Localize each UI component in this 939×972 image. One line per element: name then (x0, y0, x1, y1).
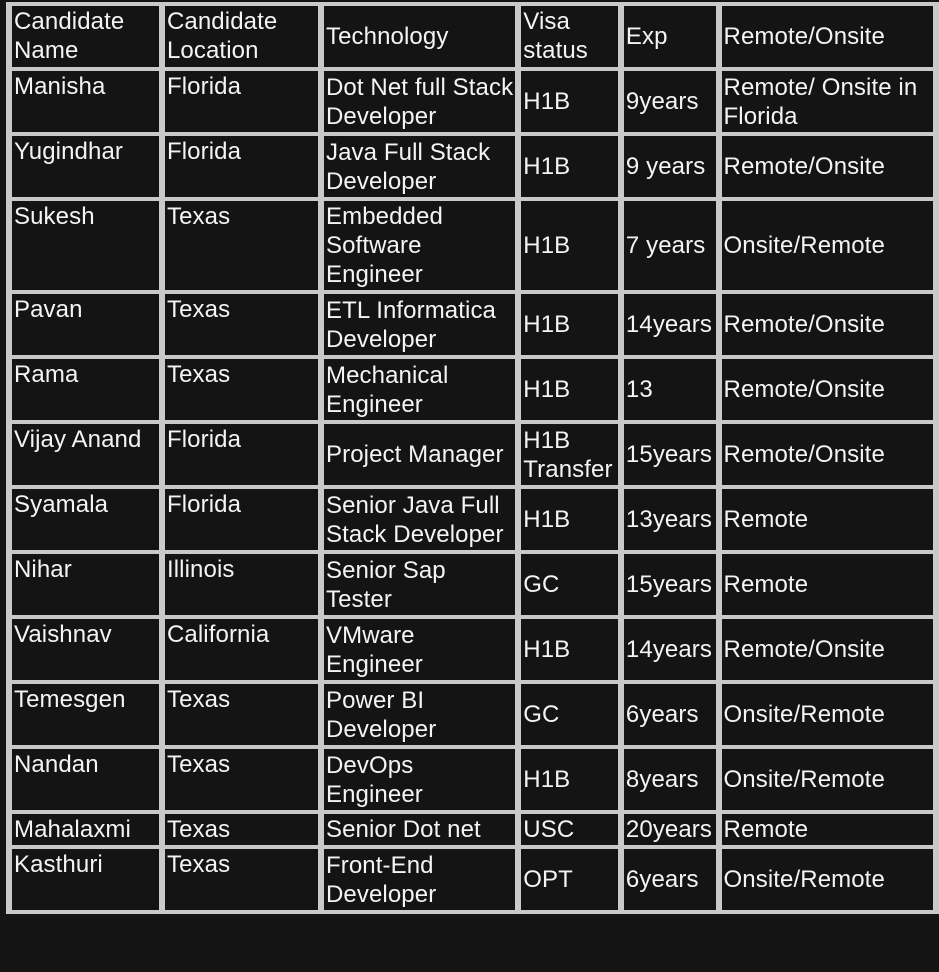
cell-name: Syamala (12, 489, 159, 550)
cell-name: Temesgen (12, 684, 159, 745)
cell-mode: Remote/Onsite (722, 424, 933, 485)
header-exp: Exp (624, 6, 716, 67)
cell-mode: Onsite/Remote (722, 849, 933, 910)
cell-technology: Mechanical Engineer (324, 359, 515, 420)
header-candidate-name: Candidate Name (12, 6, 159, 67)
cell-location: Florida (165, 424, 318, 485)
cell-location: Texas (165, 814, 318, 845)
cell-mode: Remote (722, 814, 933, 845)
table-row (12, 684, 933, 745)
cell-visa: H1B (521, 359, 618, 420)
table-row (12, 619, 933, 680)
cell-technology: Senior Sap Tester (324, 554, 515, 615)
cell-technology: Java Full Stack Developer (324, 136, 515, 197)
cell-visa: H1B (521, 619, 618, 680)
cell-name: Vijay Anand (12, 424, 159, 485)
cell-mode: Remote/Onsite (722, 136, 933, 197)
cell-technology: ETL Informatica Developer (324, 294, 515, 355)
cell-technology: Embedded Software Engineer (324, 201, 515, 290)
cell-exp: 8years (624, 749, 716, 810)
cell-visa: USC (521, 814, 618, 845)
cell-exp: 15years (624, 424, 716, 485)
cell-mode: Remote (722, 489, 933, 550)
cell-exp: 9 years (624, 136, 716, 197)
cell-technology: Front-End Developer (324, 849, 515, 910)
cell-mode: Remote/Onsite (722, 359, 933, 420)
table-row (12, 294, 933, 355)
header-candidate-location: Candidate Location (165, 6, 318, 67)
cell-technology: VMware Engineer (324, 619, 515, 680)
cell-location: Florida (165, 489, 318, 550)
cell-visa: OPT (521, 849, 618, 910)
cell-technology: DevOps Engineer (324, 749, 515, 810)
cell-visa: GC (521, 554, 618, 615)
cell-visa: H1B (521, 489, 618, 550)
cell-visa: H1B (521, 201, 618, 290)
table-row (12, 359, 933, 420)
cell-location: Texas (165, 849, 318, 910)
table-row (12, 814, 933, 845)
cell-location: Florida (165, 136, 318, 197)
cell-visa: GC (521, 684, 618, 745)
table-row (12, 749, 933, 810)
cell-name: Sukesh (12, 201, 159, 290)
cell-location: Texas (165, 749, 318, 810)
cell-mode: Remote/Onsite (722, 294, 933, 355)
cell-mode: Onsite/Remote (722, 684, 933, 745)
cell-location: Illinois (165, 554, 318, 615)
table-row (12, 489, 933, 550)
cell-mode: Onsite/Remote (722, 749, 933, 810)
cell-location: Texas (165, 294, 318, 355)
cell-exp: 20years (624, 814, 716, 845)
cell-visa: H1B (521, 136, 618, 197)
table-row (12, 554, 933, 615)
table-row (12, 71, 933, 132)
cell-mode: Remote/Onsite (722, 619, 933, 680)
cell-visa: H1B (521, 71, 618, 132)
cell-location: Florida (165, 71, 318, 132)
header-row (12, 6, 933, 67)
cell-mode: Remote/ Onsite in Florida (722, 71, 933, 132)
cell-exp: 9years (624, 71, 716, 132)
cell-exp: 6years (624, 684, 716, 745)
cell-name: Manisha (12, 71, 159, 132)
cell-location: Texas (165, 684, 318, 745)
header-remote-onsite: Remote/Onsite (722, 6, 933, 67)
cell-technology: Project Manager (324, 424, 515, 485)
cell-name: Yugindhar (12, 136, 159, 197)
cell-exp: 13 (624, 359, 716, 420)
cell-name: Nihar (12, 554, 159, 615)
cell-name: Kasthuri (12, 849, 159, 910)
cell-name: Rama (12, 359, 159, 420)
cell-visa: H1B (521, 294, 618, 355)
cell-technology: Senior Dot net (324, 814, 515, 845)
candidate-table (6, 2, 939, 914)
cell-name: Mahalaxmi (12, 814, 159, 845)
cell-exp: 7 years (624, 201, 716, 290)
cell-exp: 6years (624, 849, 716, 910)
cell-mode: Onsite/Remote (722, 201, 933, 290)
cell-name: Pavan (12, 294, 159, 355)
header-visa-status: Visa status (521, 6, 618, 67)
cell-visa: H1B Transfer (521, 424, 618, 485)
cell-name: Nandan (12, 749, 159, 810)
table-row (12, 136, 933, 197)
cell-location: Texas (165, 201, 318, 290)
cell-technology: Dot Net full Stack Developer (324, 71, 515, 132)
cell-exp: 15years (624, 554, 716, 615)
cell-location: California (165, 619, 318, 680)
cell-location: Texas (165, 359, 318, 420)
cell-visa: H1B (521, 749, 618, 810)
header-technology: Technology (324, 6, 515, 67)
cell-mode: Remote (722, 554, 933, 615)
cell-exp: 13years (624, 489, 716, 550)
cell-exp: 14years (624, 619, 716, 680)
table-row (12, 201, 933, 290)
cell-name: Vaishnav (12, 619, 159, 680)
table-row (12, 849, 933, 910)
cell-technology: Power BI Developer (324, 684, 515, 745)
table-row (12, 424, 933, 485)
cell-exp: 14years (624, 294, 716, 355)
cell-technology: Senior Java Full Stack Developer (324, 489, 515, 550)
